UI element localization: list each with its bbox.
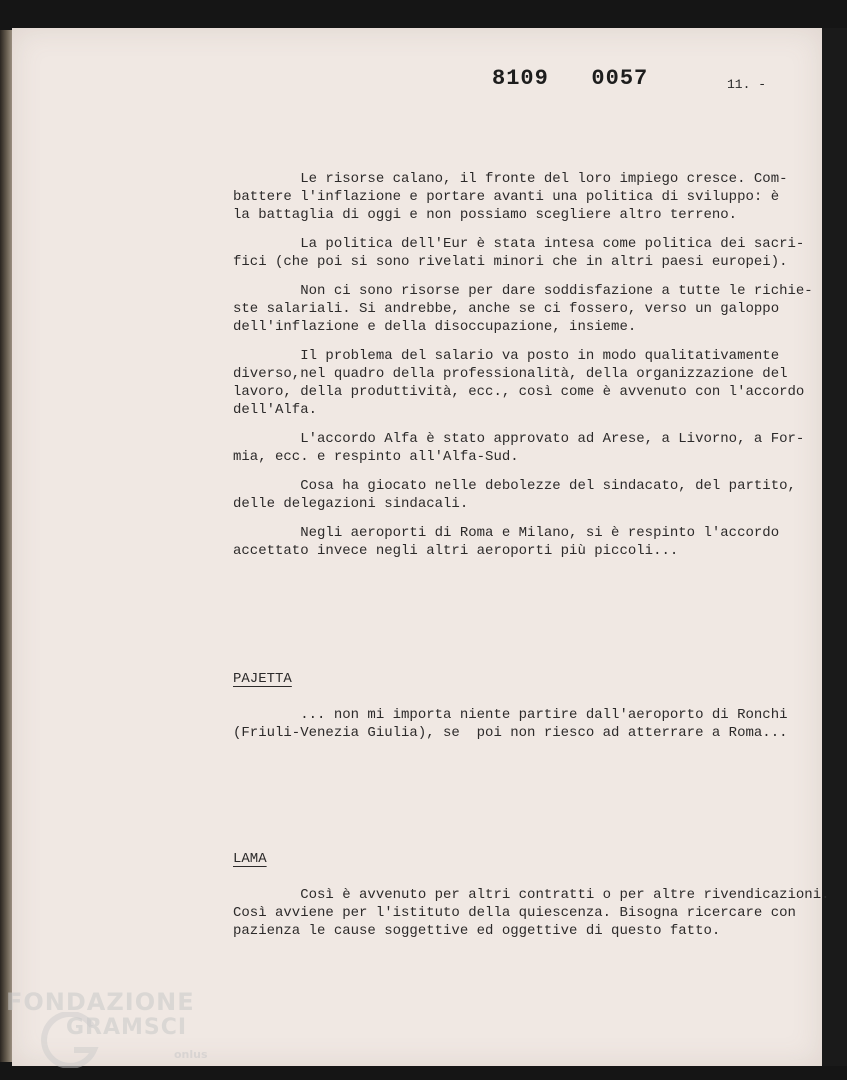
paragraph-5: L'accordo Alfa è stato approvato ad Arese, a Livorno, a For- mia, ecc. e respinto all'Alfa-Sud.: [233, 431, 805, 465]
page-number: 11. -: [727, 77, 767, 92]
paragraph-3: Non ci sono risorse per dare soddisfazione a tutte le richie- ste salariali. Si andrebbe, anche se ci fossero, verso un galoppo dell'inflazione e della disoccupazione, insieme.: [233, 283, 813, 335]
document-number: 8109 0057: [492, 66, 649, 91]
speaker-pajetta: PAJETTA: [233, 671, 292, 687]
speech-pajetta: ... non mi importa niente partire dall'aeroporto di Ronchi (Friuli-Venezia Giulia), se poi non riesco ad atterrare a Roma...: [233, 707, 788, 741]
watermark-line-1: FONDAZIONE: [6, 988, 195, 1016]
watermark-line-3: onlus: [174, 1048, 208, 1061]
paragraph-7: Negli aeroporti di Roma e Milano, si è respinto l'accordo accettato invece negli altri aeroporti più piccoli...: [233, 525, 780, 559]
paragraph-6: Cosa ha giocato nelle debolezze del sindacato, del partito, delle delegazioni sindacali.: [233, 478, 796, 512]
watermark-line-2: GRAMSCI: [66, 1015, 188, 1040]
binding-edge: [0, 30, 12, 1062]
paragraph-2: La politica dell'Eur è stata intesa come politica dei sacri- fici (che poi si sono rivelati minori che in altri paesi europei).: [233, 236, 805, 270]
paragraph-1: Le risorse calano, il fronte del loro impiego cresce. Com- battere l'inflazione e portare avanti una politica di sviluppo: è la battaglia di oggi e non possiamo scegliere altro terreno.: [233, 171, 788, 223]
fondazione-gramsci-watermark: [6, 988, 216, 1068]
speech-lama: Così è avvenuto per altri contratti o per altre rivendicazioni. Così avviene per l'istituto della quiescenza. Bisogna ricercare con pazienza le cause soggettive ed oggettive di questo fatto.: [233, 887, 830, 939]
paragraph-4: Il problema del salario va posto in modo qualitativamente diverso,nel quadro della professionalità, della organizzazione del lavoro, della produttività, ecc., così come è avvenuto con l'accordo dell'Alfa.: [233, 348, 805, 418]
speaker-lama: LAMA: [233, 851, 267, 867]
